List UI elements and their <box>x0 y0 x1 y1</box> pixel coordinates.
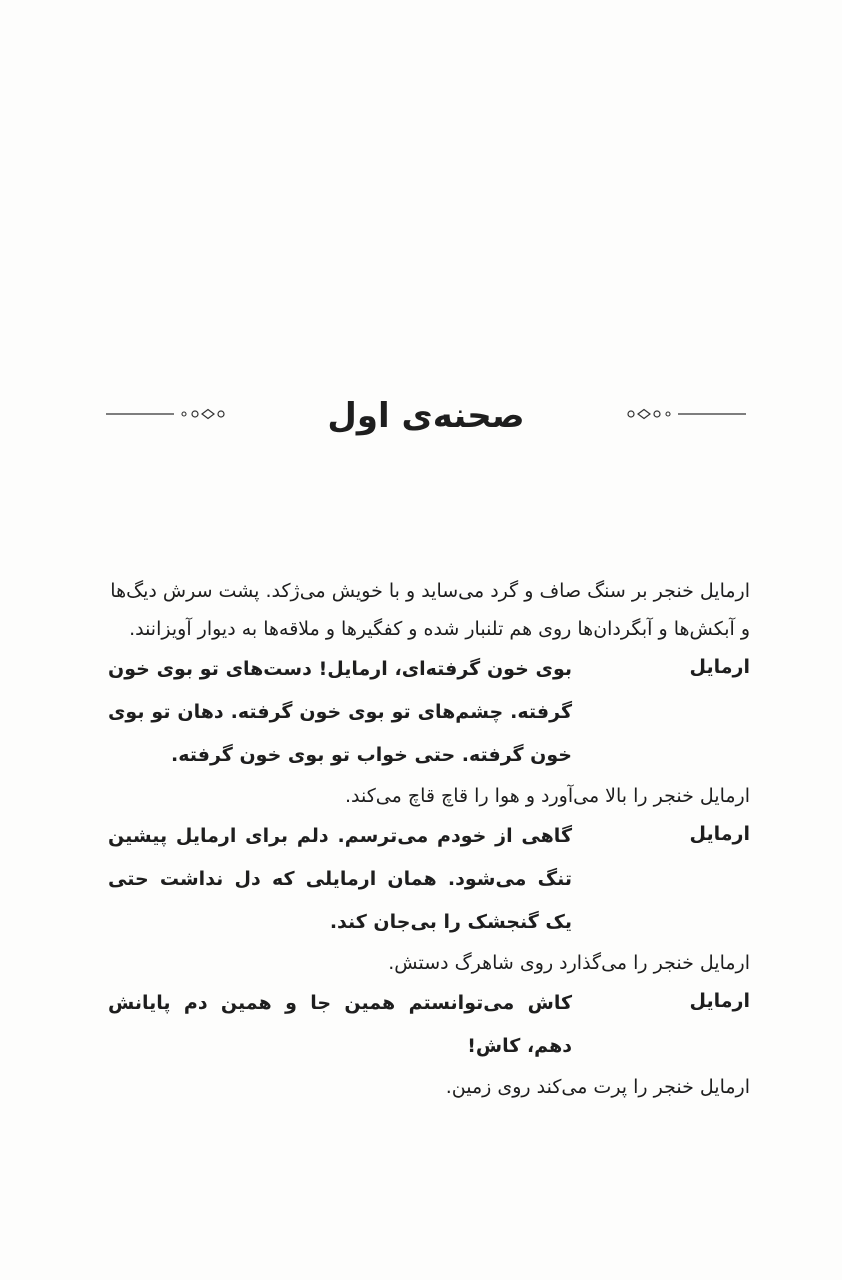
stage-direction: ارمایل خنجر را می‌گذارد روی شاهرگ دستش. <box>388 952 750 974</box>
dialogue-block <box>108 815 750 944</box>
speaker-name: ارمایل <box>689 656 750 678</box>
dialogue-text: بوی خون گرفته‌ای، ارمایل! دست‌های تو بوی خون گرفته. چشم‌های تو بوی خون گرفته. دهان تو بوی خون گرفته. حتی خواب تو بوی خون گرفته. <box>108 658 572 766</box>
play-text <box>108 572 750 1106</box>
scene-heading <box>106 386 746 446</box>
speaker-name: ارمایل <box>689 990 750 1012</box>
ornament-left-icon <box>106 408 226 420</box>
stage-direction: ارمایل خنجر را پرت می‌کند روی زمین. <box>445 1076 750 1098</box>
page-title: صحنه‌ی اول <box>327 396 525 436</box>
dialogue-block <box>108 648 750 777</box>
dialogue-text: گاهی از خودم می‌ترسم. دلم برای ارمایل پیشین تنگ می‌شود. همان ارمایلی که دل نداشت حتی یک گنجشک را بی‌جان کند. <box>108 825 572 933</box>
dialogue-block <box>108 982 750 1068</box>
stage-direction: ارمایل خنجر را بالا می‌آورد و هوا را قاچ قاچ می‌کند. <box>344 785 750 807</box>
speaker-name: ارمایل <box>689 823 750 845</box>
stage-direction: ارمایل خنجر بر سنگ صاف و گرد می‌ساید و با خویش می‌ژکد. پشت سرش دیگ‌ها و آبکش‌ها و آبگردان‌ها روی هم تلنبار شده و کفگیرها و ملاقه‌ها به دیوار آویزانند. <box>110 580 750 640</box>
dialogue-text: کاش می‌توانستم همین جا و همین دم پایانش دهم، کاش! <box>108 992 572 1057</box>
